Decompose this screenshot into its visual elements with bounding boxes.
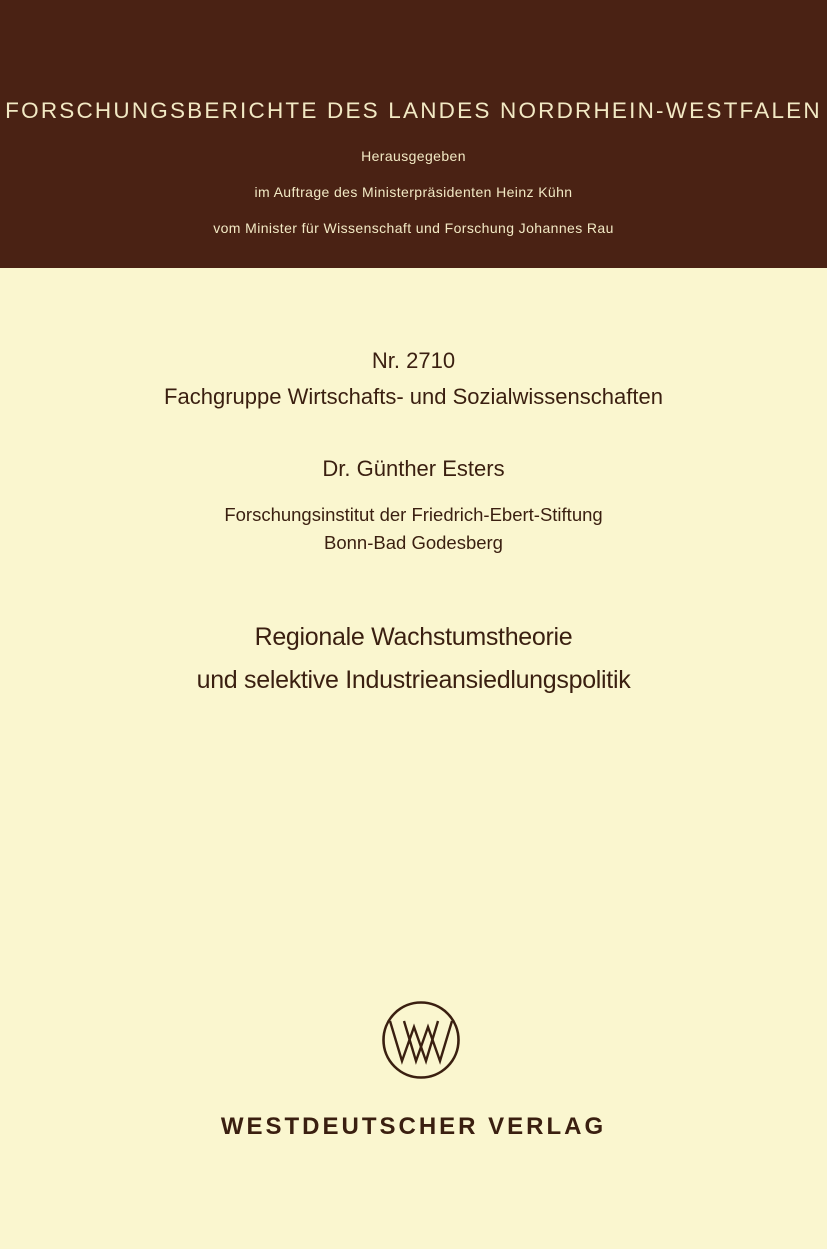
commission-line: im Auftrage des Ministerpräsidenten Heinz Kühn <box>254 184 573 200</box>
series-title: FORSCHUNGSBERICHTE DES LANDES NORDRHEIN-WESTFALEN <box>5 98 822 123</box>
report-number: Nr. 2710 <box>371 348 456 373</box>
publisher-name: WESTDEUTSCHER VERLAG <box>220 1113 607 1140</box>
header-band <box>0 0 827 268</box>
editor-label: Herausgegeben <box>361 148 466 164</box>
book-title-line-2: und selektive Industrieansiedlungspolitik <box>196 666 631 694</box>
book-title-line-1: Regionale Wachstumstheorie <box>254 623 573 651</box>
minister-line: vom Minister für Wissenschaft und Forschung Johannes Rau <box>213 220 614 236</box>
wv-monogram-logo-icon <box>380 999 462 1081</box>
author-name: Dr. Günther Esters <box>322 456 505 481</box>
institute-location: Bonn-Bad Godesberg <box>324 532 503 553</box>
subject-group: Fachgruppe Wirtschafts- und Sozialwissenschaften <box>164 384 663 409</box>
institute-name: Forschungsinstitut der Friedrich-Ebert-Stiftung <box>224 504 603 525</box>
